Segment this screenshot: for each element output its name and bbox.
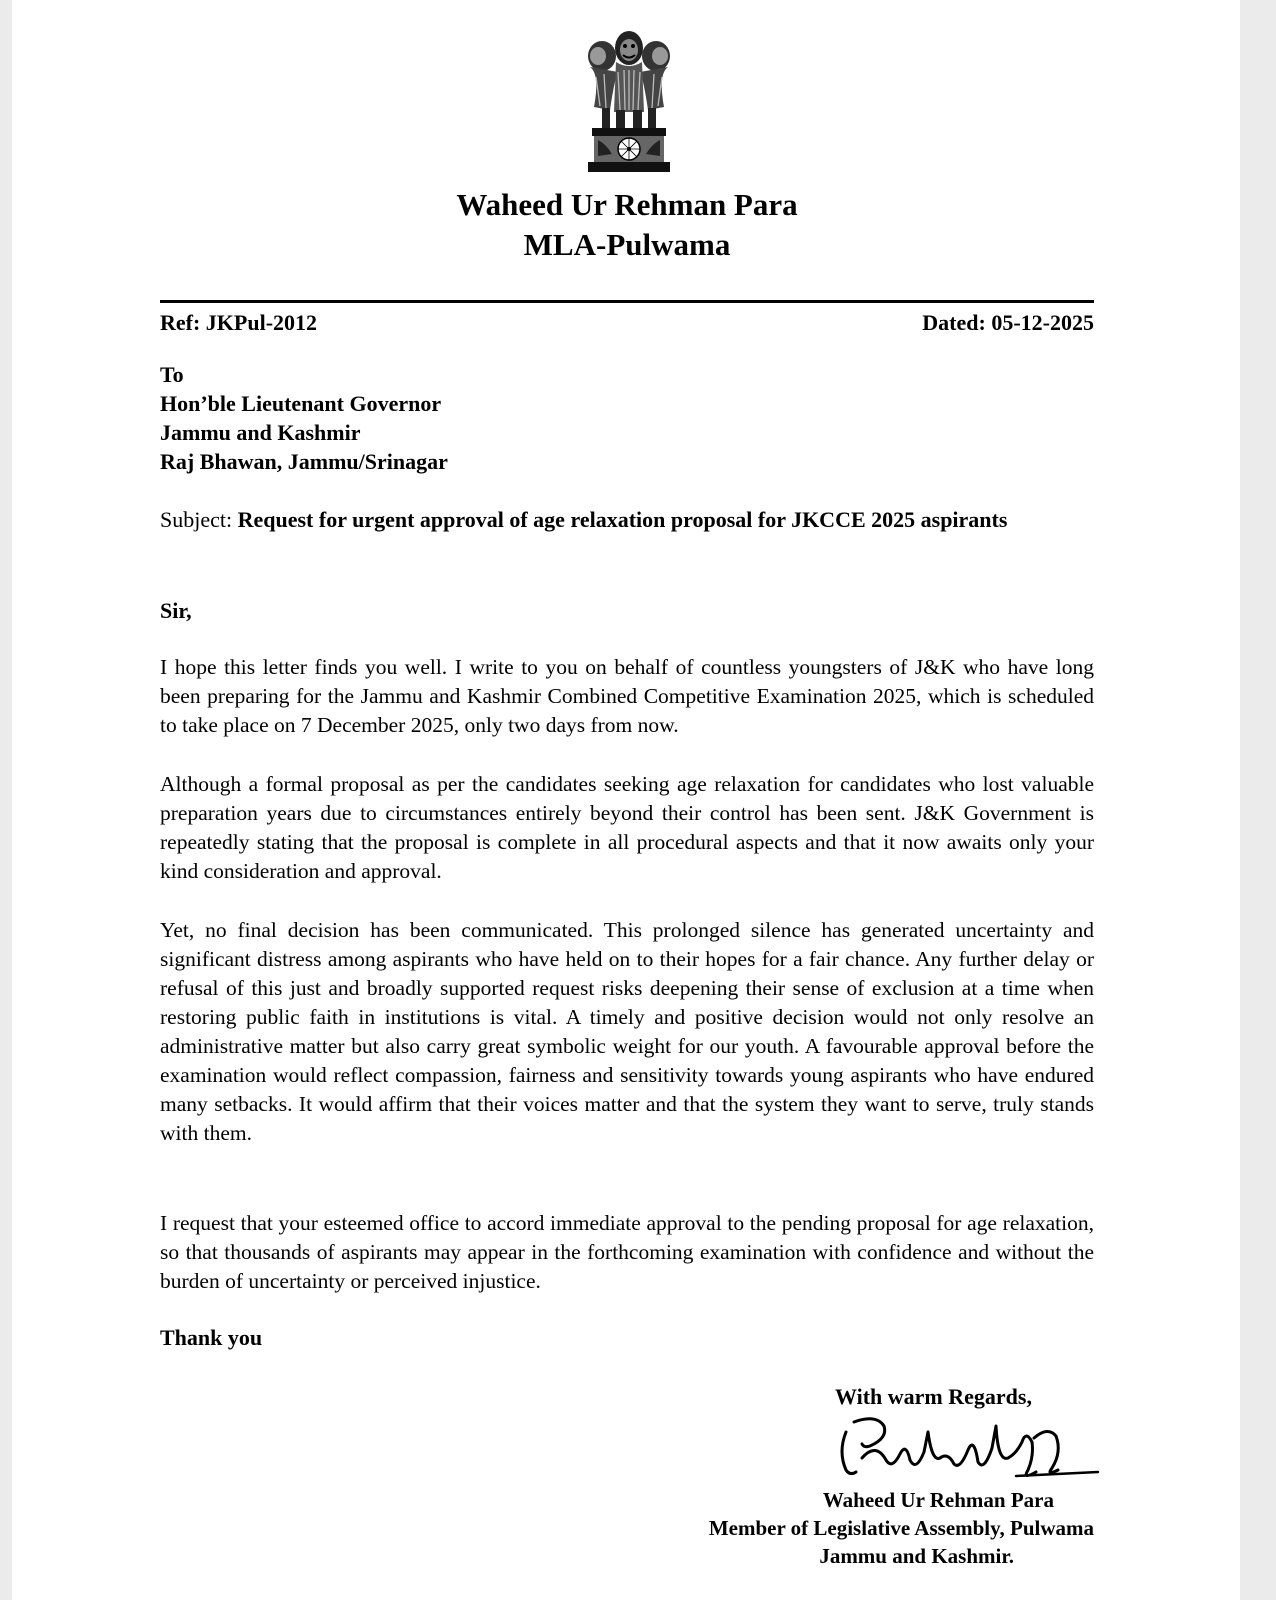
regards-line: With warm Regards, — [835, 1384, 1032, 1409]
reference-line — [160, 308, 1094, 338]
letterhead — [160, 185, 1094, 265]
body-paragraph-4: I request that your esteemed office to accord immediate approval to the pending proposal for age relaxation, so that thousands of aspirants may appear in the forthcoming examination with confidence and without the burden of uncertainty or perceived injustice. — [160, 1211, 1094, 1293]
signatory-block — [610, 1486, 1094, 1570]
address-line-3: Raj Bhawan, Jammu/Srinagar — [160, 449, 448, 474]
body-paragraph-3: Yet, no final decision has been communicated. This prolonged silence has generated uncertainty and significant distress among aspirants who have held on to their hopes for a fair chance. Any further delay or refusal of this just and broadly supported request risks deepening their sense of exclusion at a time when restoring public faith in institutions is vital. A timely and positive decision would not only resolve an administrative matter but also carry great symbolic weight for our youth. A favourable approval before the examination would reflect compassion, fairness and sensitivity towards young aspirants who have endured many setbacks. It would affirm that their voices matter and that the system they want to serve, truly stands with them. — [160, 918, 1094, 1145]
subject-label: Subject: — [160, 507, 233, 532]
reference-number: Ref: JKPul-2012 — [160, 310, 318, 335]
header-divider — [160, 300, 1094, 303]
letter-date: Dated: 05-12-2025 — [922, 310, 1094, 335]
address-line-1: Hon’ble Lieutenant Governor — [160, 391, 442, 416]
address-to: To — [160, 362, 184, 387]
body-paragraph-1: I hope this letter finds you well. I write to you on behalf of countless youngsters of J&K who have long been preparing for the Jammu and Kashmir Combined Competitive Examination 2025, which is scheduled to take place on 7 December 2025, only two days from now. — [160, 655, 1094, 737]
sender-designation-heading: MLA-Pulwama — [523, 227, 731, 262]
signatory-region: Jammu and Kashmir. — [819, 1544, 1014, 1568]
signatory-title: Member of Legislative Assembly, Pulwama — [708, 1516, 1094, 1540]
recipient-address — [160, 360, 448, 476]
handwritten-signature-icon — [836, 1412, 1104, 1484]
body-paragraph-2: Although a formal proposal as per the candidates seeking age relaxation for candidates who lost valuable preparation years due to circumstances entirely beyond their control has been sent. J&K Government is repeatedly stating that the proposal is complete in all procedural aspects and that it now awaits only your kind consideration and approval. — [160, 772, 1094, 883]
address-line-2: Jammu and Kashmir — [160, 420, 361, 445]
sender-name-heading: Waheed Ur Rehman Para — [456, 187, 798, 222]
subject-line — [160, 505, 1094, 534]
national-emblem-icon — [580, 22, 678, 174]
signatory-name: Waheed Ur Rehman Para — [822, 1488, 1054, 1512]
thanks-line: Thank you — [160, 1325, 263, 1350]
salutation: Sir, — [160, 598, 192, 623]
letter-page — [12, 0, 1240, 1600]
subject-text: Request for urgent approval of age relaxation proposal for JKCCE 2025 aspirants — [237, 507, 1008, 532]
